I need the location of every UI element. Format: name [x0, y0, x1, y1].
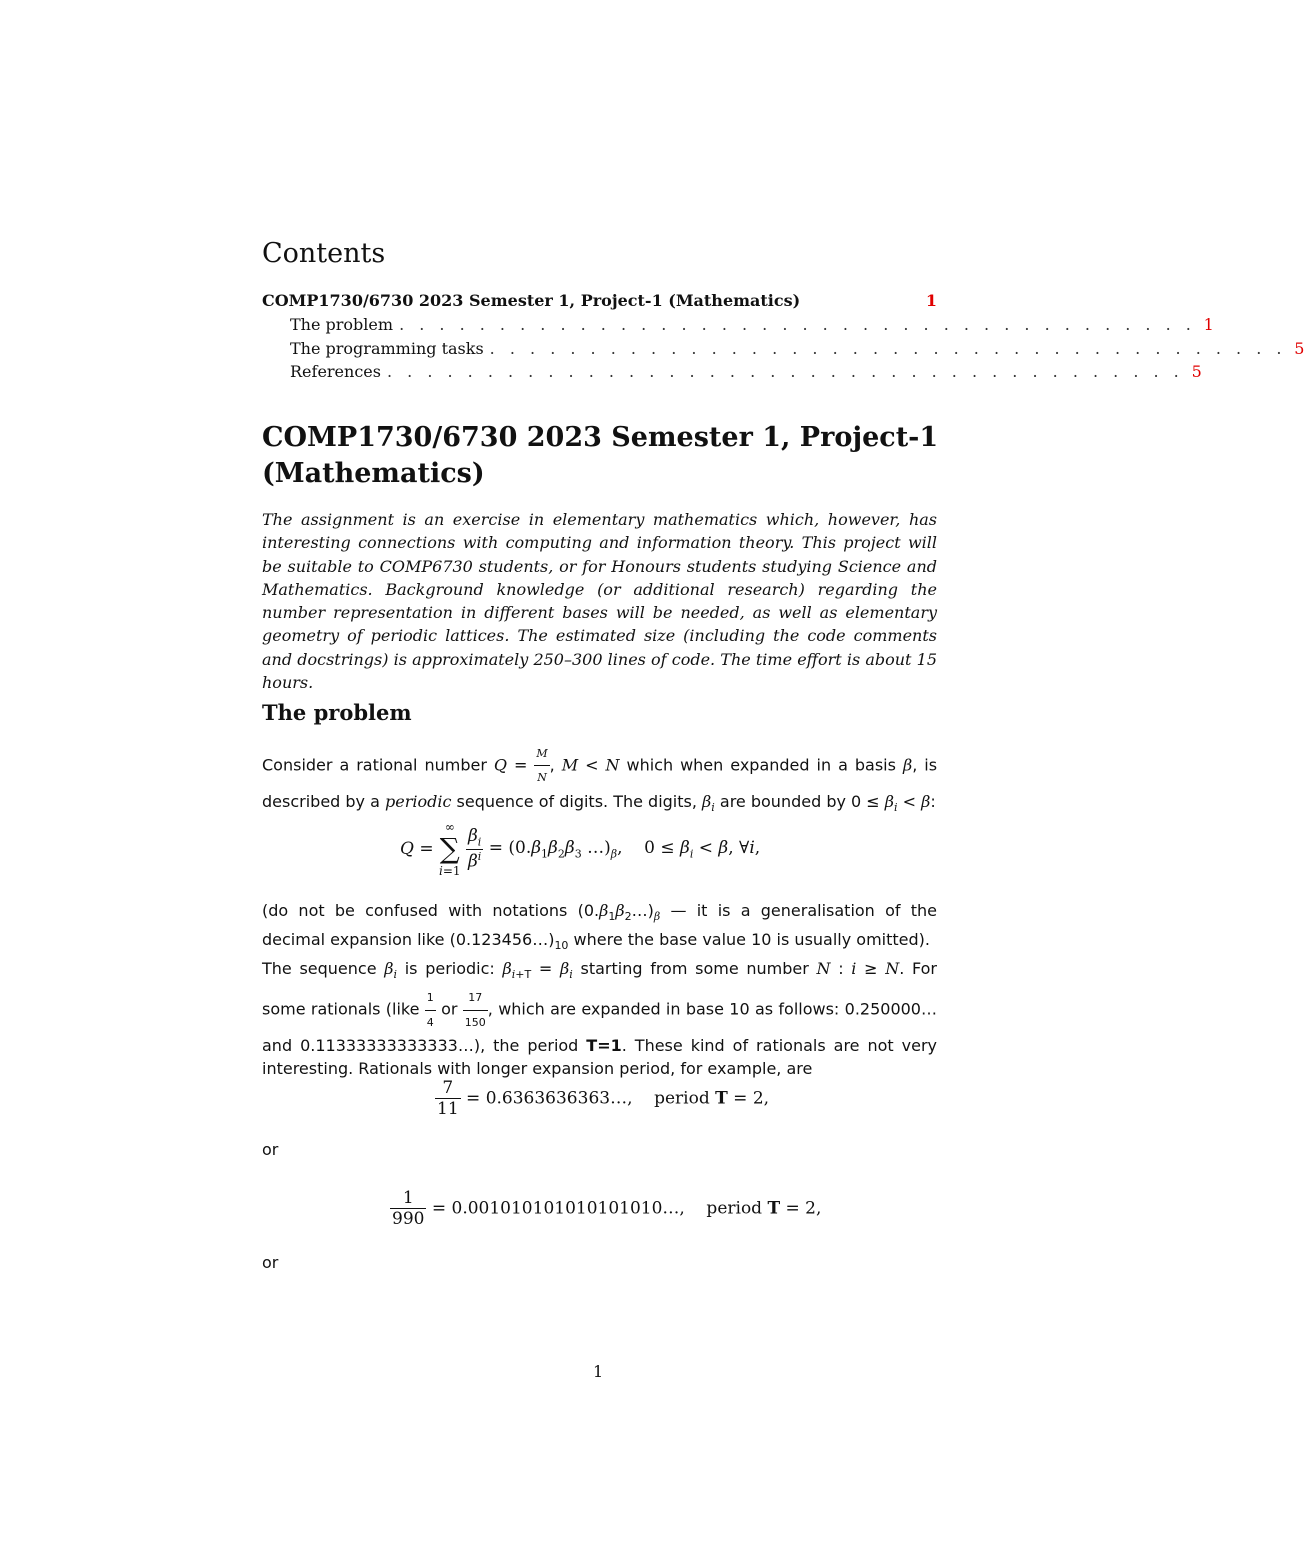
section-title: COMP1730/6730 2023 Semester 1, Project-1 (Mathematics) — [262, 422, 939, 489]
toc-entry-problem[interactable]: The problem . . . . . . . . . . . . . . . . . . . . . . . . . . . . . . . . . . . . . . . . 1 — [290, 315, 1214, 334]
toc-entry-main[interactable] — [262, 291, 937, 310]
toc-entry-references[interactable]: References . . . . . . . . . . . . . . . . . . . . . . . . . . . . . . . . . . . . . . . . 5 — [290, 362, 1202, 381]
or-text-2: or — [262, 1253, 279, 1272]
toc-entry-label: COMP1730/6730 2023 Semester 1, Project-1 (Mathematics) — [262, 291, 801, 310]
example-equation-1: $\frac{7}{11}$ = 0.6363636363…, period T = 2, — [437, 1078, 770, 1119]
toc-entry-tasks[interactable]: The programming tasks . . . . . . . . . . . . . . . . . . . . . . . . . . . . . . . . . . . . . . . . 5 — [290, 339, 1304, 358]
subsection-heading: The problem — [262, 700, 412, 725]
series-equation: Q = ∞ ∑ i=1 $\frac{\beta_i}{\beta^i}$ = ($0.\beta_1\beta_2\beta_3$ $\dots)_\beta$, $0 \le \beta_i < \beta$, ∀i, — [400, 820, 761, 878]
contents-heading: Contents — [262, 238, 386, 269]
toc-entry-page: 1 — [925, 291, 937, 310]
example-equation-2: $\frac{1}{990}$ = 0.001010101010101010…, period T = 2, — [392, 1188, 822, 1229]
abstract: The assignment is an exercise in elementary mathematics which, however, has interesting connections with computing and information theory. This project will be suitable to COMP6730 students, or for Honours students studying Science and Mathematics. Background knowledge (or additional research) regarding the number representation in different bases will be needed, as well as elementary geometry of periodic lattices. The estimated size (including the code comments and docstrings) is approximately 250–300 lines of code. The time effort is about 15 hours. — [262, 510, 937, 693]
problem-paragraph-3: The sequence $\beta_i$ is periodic: $\beta_{i+T} = \beta_i$ starting from some number N : i ≥ N. For some rationals (like $\frac{1}{4}$ or $\frac{17}{150}$ , which are expanded in base 10 as follows: 0.250000… and 0.11333333333333…), the period T=1. These kind of rationals are not very interesting. Rationals with longer expansion period, for example, are — [262, 959, 938, 1079]
or-text-1: or — [262, 1140, 279, 1159]
problem-paragraph-2: (do not be confused with notations $(0.\beta_1\beta_2\dots)_\beta$ — it is a generalisation of the decimal expansion like $(0.123456\dots)_{10}$ where the base value 10 is usually omitted). — [262, 901, 937, 953]
problem-paragraph-1: Consider a rational number Q = $\frac{M}{N}$ , M < N which when expanded in a basis β, is described by a periodic sequence of digits. The digits, $\beta_i$ are bounded by $0 \le \beta_i < \beta$: — [262, 742, 937, 819]
page-number: 1 — [593, 1362, 604, 1381]
